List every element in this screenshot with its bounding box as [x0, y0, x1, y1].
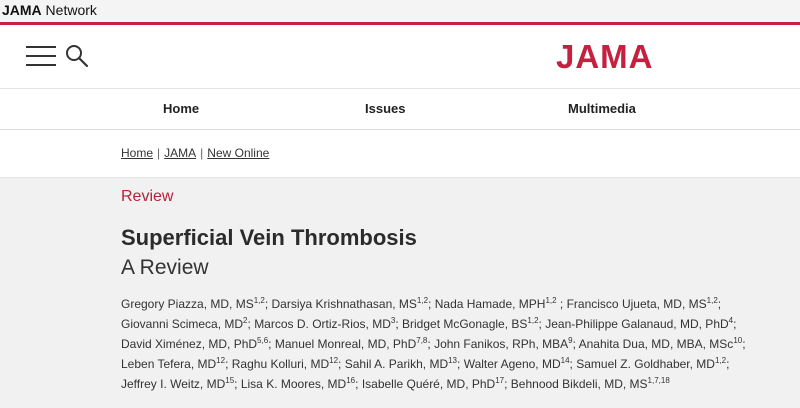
author-name[interactable]: Bridget McGonagle, BS$^{1,2}$;	[402, 316, 542, 331]
network-bar	[0, 0, 800, 22]
author-name[interactable]: Sahil A. Parikh, MD$^{13}$;	[344, 356, 461, 371]
jama-logo[interactable]: JAMA	[556, 38, 654, 75]
author-name[interactable]: Samuel Z. Goldhaber, MD$^{1,2}$;	[576, 356, 730, 371]
breadcrumb-jama[interactable]: JAMA	[164, 146, 197, 160]
author-name[interactable]: Raghu Kolluri, MD$^{12}$;	[231, 356, 342, 371]
breadcrumb-bar	[0, 130, 800, 178]
nav-home[interactable]: Home	[163, 101, 200, 116]
author-name[interactable]: Francisco Ujueta, MD, MS$^{1,2}$;	[566, 296, 722, 311]
jama-network-link[interactable]: JAMA Network	[2, 2, 97, 18]
breadcrumb	[121, 146, 269, 160]
author-name[interactable]: Marcos D. Ortiz-Rios, $MD^3$;	[254, 316, 399, 331]
author-name[interactable]: Leben Tefera, MD$^{12}$;	[121, 356, 229, 371]
breadcrumb-separator: |	[157, 146, 161, 160]
search-icon[interactable]	[64, 43, 90, 69]
author-name[interactable]: Anahita Dua, MD, MBA, MSc$^{10}$;	[578, 336, 746, 351]
author-name[interactable]: Isabelle Quéré, MD, PhD$^{17}$;	[361, 376, 508, 391]
article-header	[0, 178, 800, 408]
author-name[interactable]: Lisa K. Moores, MD$^{16}$;	[240, 376, 359, 391]
author-name[interactable]: Giovanni Scimeca, $MD^2$;	[121, 316, 251, 331]
article-type-label: Review	[121, 188, 174, 205]
nav-multimedia[interactable]: Multimedia	[568, 101, 636, 116]
author-name[interactable]: Gregory Piazza, MD, MS$^{1,2}$;	[121, 296, 269, 311]
article-title: Superficial Vein Thrombosis	[121, 225, 417, 250]
nav-issues[interactable]: Issues	[365, 101, 406, 116]
author-name[interactable]: John Fanikos, RPh, MBA$^9$;	[434, 336, 576, 351]
author-name[interactable]: Jeffrey I. Weitz, MD$^{15}$;	[121, 376, 238, 391]
author-name[interactable]: Jean-Philippe Galanaud, MD, PhD$^4$;	[545, 316, 737, 331]
author-name[interactable]: Behnood Bikdeli, MD, MS$^{1,7,18}$	[510, 376, 670, 391]
author-name[interactable]: Walter Ageno, MD$^{14}$;	[463, 356, 573, 371]
breadcrumb-separator: |	[200, 146, 204, 160]
masthead	[0, 25, 800, 88]
breadcrumb-new-online[interactable]: New Online	[207, 146, 270, 160]
breadcrumb-home[interactable]: Home	[121, 146, 154, 160]
author-list	[121, 294, 761, 394]
author-name[interactable]: Manuel Monreal, MD, PhD$^{7,8}$;	[274, 336, 431, 351]
hamburger-menu-icon[interactable]	[26, 45, 56, 67]
author-name[interactable]: Nada Hamade, MPH$^{1,2}$ ;	[434, 296, 564, 311]
author-name[interactable]: David Ximénez, MD, PhD$^{5,6}$;	[121, 336, 272, 351]
author-name[interactable]: Darsiya Krishnathasan, MS$^{1,2}$;	[271, 296, 432, 311]
article-subtitle: A Review	[121, 256, 209, 279]
main-nav	[0, 88, 800, 130]
